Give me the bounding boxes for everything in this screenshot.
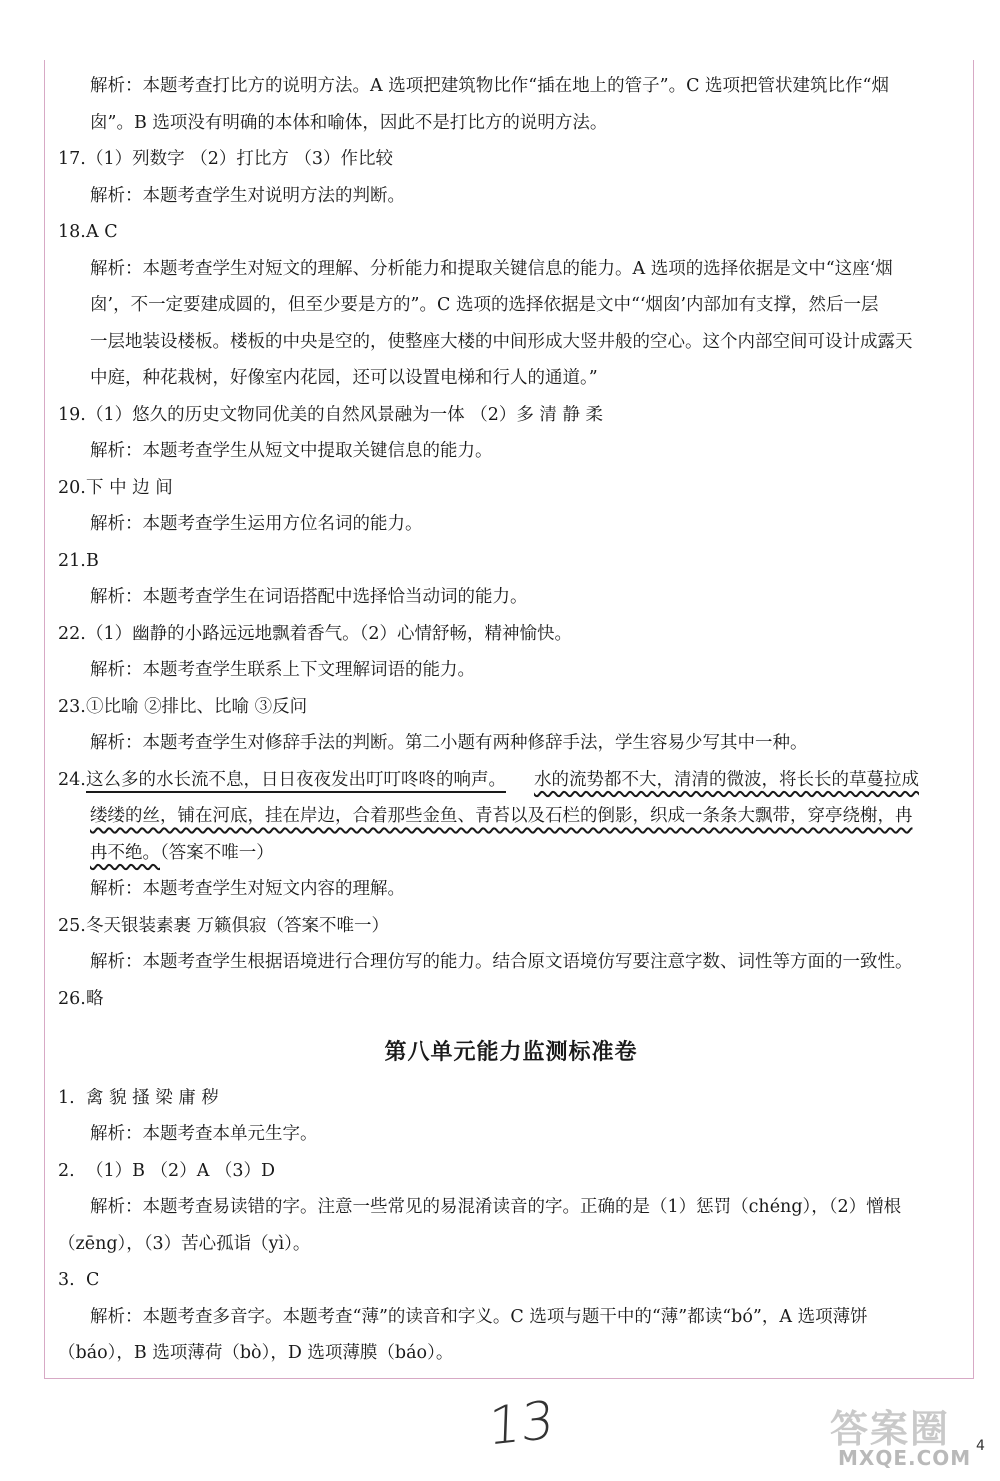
explanation-line: 解析：本题考查学生对短文的理解、分析能力和提取关键信息的能力。A 选项的选择依据是文中“这座‘烟 <box>90 258 893 279</box>
explanation-line: 囱’，不一定要建成圆的，但至少要是方的”。C 选项的选择依据是文中“‘烟囱’内部加有支撑，然后一层 <box>90 295 879 315</box>
answer-24-cont: 冉不绝。（答案不唯一） <box>90 842 274 863</box>
explanation-line: 解析：本题考查学生对修辞手法的判断。第二小题有两种修辞手法，学生容易少写其中一种。 <box>90 733 808 753</box>
watermark-logo <box>830 1398 990 1478</box>
section-heading: 第八单元能力监测标准卷 <box>384 1040 638 1065</box>
answer-22: 22.（1）幽静的小路远远地飘着香气。（2）心情舒畅，精神愉快。 <box>58 623 573 644</box>
answer-17: 17.（1）列数字 （2）打比方 （3）作比较 <box>58 149 394 169</box>
answer-21: 21.B <box>58 550 99 571</box>
answer-24: 24.这么多的水长流不息，日日夜夜发出叮叮咚咚的响声。 水的流势都不大，清清的微波，将长长的草蔓拉成 <box>58 769 919 790</box>
explanation-line: 解析：本题考查学生对说明方法的判断。 <box>90 185 405 206</box>
explanation-line: 解析：本题考查学生根据语境进行合理仿写的能力。结合原文语境仿写要注意字数、词性等方面的一致性。 <box>90 952 913 972</box>
answer-24-cont <box>58 798 964 835</box>
answer-18: 18.A C <box>58 222 118 242</box>
explanation-line: 解析：本题考查打比方的说明方法。A 选项把建筑物比作“插在地上的管子”。C 选项把管状建筑比作“烟 <box>90 76 889 96</box>
explanation-line: 解析：本题考查学生从短文中提取关键信息的能力。 <box>90 441 493 461</box>
explanation-line: 中庭，种花栽树，好像室内花园，还可以设置电梯和行人的通道。” <box>90 368 598 388</box>
explanation-line: 解析：本题考查学生对短文内容的理解。 <box>90 879 405 899</box>
explanation-line: （báo），B 选项薄荷（bò），D 选项薄膜（báo）。 <box>58 1343 454 1363</box>
explanation-line: 解析：本题考查学生运用方位名词的能力。 <box>90 514 423 534</box>
explanation-line: （zēng），（3）苦心孤诣（yì）。 <box>58 1233 311 1254</box>
explanation-line: 解析：本题考查多音字。本题考查“薄”的读音和字义。C 选项与题干中的“薄”都读“bó”，A 选项薄饼 <box>90 1306 868 1327</box>
page-tag: 4 <box>976 1438 985 1454</box>
explanation-line: 解析：本题考查易读错的字。注意一些常见的易混淆读音的字。正确的是（1）惩罚（chéng），（2）憎根 <box>90 1197 902 1217</box>
answer-23: 23.①比喻 ②排比、比喻 ③反问 <box>58 696 308 717</box>
section-answer-1: 1. 禽 貌 搔 梁 庸 秽 <box>58 1087 219 1108</box>
underlined-sentence: 这么多的水长流不息，日日夜夜发出叮叮咚咚的响声。 <box>86 769 506 790</box>
explanation-line: 解析：本题考查本单元生字。 <box>90 1124 318 1144</box>
wavy-underlined-sentence: 冉不绝。 <box>90 842 160 863</box>
handwritten-page-number: 13 <box>487 1390 556 1458</box>
answer-20: 20.下 中 边 间 <box>58 477 173 498</box>
watermark-text: 答案圈 <box>830 1407 951 1451</box>
explanation-line: 解析：本题考查学生在词语搭配中选择恰当动词的能力。 <box>90 587 528 607</box>
answer-25: 25.冬天银装素裹 万籁俱寂（答案不唯一） <box>58 915 390 936</box>
wavy-underlined-sentence: 水的流势都不大，清清的微波，将长长的草蔓拉成 <box>534 769 919 790</box>
wavy-underlined-sentence: 缕缕的丝，铺在河底，挂在岸边，合着那些金鱼、青苔以及石栏的倒影，织成一条条大飘带，穿亭绕榭，冉 <box>90 806 913 826</box>
answer-26: 26.略 <box>58 988 104 1009</box>
explanation-line: 一层地装设楼板。楼板的中央是空的，使整座大楼的中间形成大竖井般的空心。这个内部空间可设计成露天 <box>90 331 913 352</box>
section-answer-2: 2. （1）B （2）A （3）D <box>58 1160 276 1181</box>
answer-19: 19.（1）悠久的历史文物同优美的自然风景融为一体 （2）多 清 静 柔 <box>58 404 604 425</box>
answer-content <box>58 68 964 1372</box>
watermark-url: MXQE.COM <box>838 1446 972 1470</box>
section-answer-3: 3. C <box>58 1270 100 1290</box>
explanation-line: 解析：本题考查学生联系上下文理解词语的能力。 <box>90 660 475 680</box>
explanation-line: 囱”。B 选项没有明确的本体和喻体，因此不是打比方的说明方法。 <box>90 112 608 133</box>
